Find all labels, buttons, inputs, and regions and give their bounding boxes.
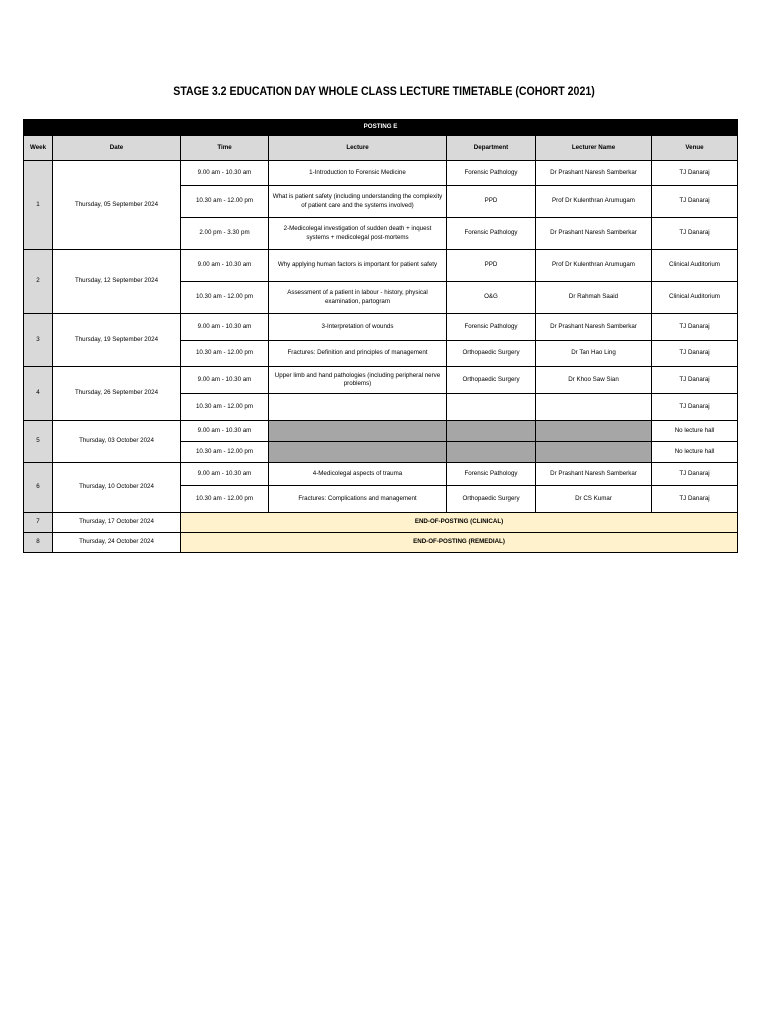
date-cell: Thursday, 05 September 2024 — [53, 161, 181, 250]
venue-cell: No lecture hall — [652, 421, 738, 442]
lecturer-cell: Dr Tan Hao Ling — [536, 341, 652, 367]
week-cell: 2 — [24, 250, 53, 314]
lecture-cell — [269, 421, 447, 442]
lecturer-cell: Dr Rahmah Saaid — [536, 282, 652, 314]
table-row — [24, 314, 738, 341]
header-date: Date — [53, 136, 181, 161]
lecture-cell — [269, 442, 447, 463]
lecture-cell — [269, 394, 447, 421]
time-cell: 9.00 am - 10.30 am — [181, 463, 269, 486]
department-cell: PPD — [447, 250, 536, 282]
end-of-posting-label: END-OF-POSTING (REMEDIAL) — [181, 533, 738, 553]
department-cell: Forensic Pathology — [447, 161, 536, 186]
time-cell: 10.30 am - 12.00 pm — [181, 442, 269, 463]
venue-cell: No lecture hall — [652, 442, 738, 463]
end-of-posting-row — [24, 513, 738, 533]
page-title: STAGE 3.2 EDUCATION DAY WHOLE CLASS LECTURE TIMETABLE (COHORT 2021) — [173, 86, 595, 98]
lecture-cell: Why applying human factors is important for patient safety — [269, 250, 447, 282]
date-cell: Thursday, 10 October 2024 — [53, 463, 181, 513]
date-cell: Thursday, 03 October 2024 — [53, 421, 181, 463]
time-cell: 10.30 am - 12.00 pm — [181, 394, 269, 421]
week-cell: 8 — [24, 533, 53, 553]
lecture-cell: Upper limb and hand pathologies (including peripheral nerve problems) — [269, 367, 447, 394]
date-cell: Thursday, 26 September 2024 — [53, 367, 181, 421]
venue-cell: TJ Danaraj — [652, 186, 738, 218]
date-cell: Thursday, 19 September 2024 — [53, 314, 181, 367]
department-cell: Forensic Pathology — [447, 314, 536, 341]
venue-cell: TJ Danaraj — [652, 394, 738, 421]
lecturer-cell: Dr Prashant Naresh Samberkar — [536, 463, 652, 486]
table-row — [24, 250, 738, 282]
lecture-cell: 3-Interpretation of wounds — [269, 314, 447, 341]
department-cell: O&G — [447, 282, 536, 314]
time-cell: 10.30 am - 12.00 pm — [181, 282, 269, 314]
header-week: Week — [24, 136, 53, 161]
header-lecturer: Lecturer Name — [536, 136, 652, 161]
venue-cell: TJ Danaraj — [652, 161, 738, 186]
venue-cell: TJ Danaraj — [652, 314, 738, 341]
department-cell — [447, 394, 536, 421]
venue-cell: TJ Danaraj — [652, 486, 738, 513]
week-cell: 7 — [24, 513, 53, 533]
department-cell: Forensic Pathology — [447, 463, 536, 486]
time-cell: 9.00 am - 10.30 am — [181, 421, 269, 442]
header-department: Department — [447, 136, 536, 161]
lecturer-cell — [536, 394, 652, 421]
time-cell: 9.00 am - 10.30 am — [181, 314, 269, 341]
department-cell: Orthopaedic Surgery — [447, 367, 536, 394]
lecture-cell: Assessment of a patient in labour - history, physical examination, partogram — [269, 282, 447, 314]
date-cell: Thursday, 12 September 2024 — [53, 250, 181, 314]
lecturer-cell: Dr CS Kumar — [536, 486, 652, 513]
time-cell: 10.30 am - 12.00 pm — [181, 186, 269, 218]
posting-banner: POSTING E — [24, 120, 738, 136]
department-cell — [447, 442, 536, 463]
venue-cell: Clinical Auditorium — [652, 250, 738, 282]
week-cell: 3 — [24, 314, 53, 367]
table-row — [24, 421, 738, 442]
lecturer-cell: Dr Prashant Naresh Samberkar — [536, 218, 652, 250]
lecture-cell: Fractures: Definition and principles of management — [269, 341, 447, 367]
lecture-cell: 2-Medicolegal investigation of sudden death + inquest systems + medicolegal post-mortems — [269, 218, 447, 250]
end-of-posting-label: END-OF-POSTING (CLINICAL) — [181, 513, 738, 533]
time-cell: 9.00 am - 10.30 am — [181, 161, 269, 186]
lecturer-cell: Prof Dr Kulenthran Arumugam — [536, 250, 652, 282]
week-cell: 1 — [24, 161, 53, 250]
lecturer-cell — [536, 442, 652, 463]
lecturer-cell: Dr Prashant Naresh Samberkar — [536, 161, 652, 186]
department-cell: PPD — [447, 186, 536, 218]
lecturer-cell: Dr Prashant Naresh Samberkar — [536, 314, 652, 341]
department-cell: Orthopaedic Surgery — [447, 486, 536, 513]
week-cell: 6 — [24, 463, 53, 513]
department-cell: Orthopaedic Surgery — [447, 341, 536, 367]
table-row — [24, 463, 738, 486]
table-row — [24, 367, 738, 394]
date-cell: Thursday, 17 October 2024 — [53, 513, 181, 533]
venue-cell: TJ Danaraj — [652, 463, 738, 486]
time-cell: 9.00 am - 10.30 am — [181, 250, 269, 282]
lecture-cell: 1-Introduction to Forensic Medicine — [269, 161, 447, 186]
venue-cell: TJ Danaraj — [652, 218, 738, 250]
time-cell: 9.00 am - 10.30 am — [181, 367, 269, 394]
lecturer-cell — [536, 421, 652, 442]
lecture-timetable — [23, 119, 738, 553]
venue-cell: TJ Danaraj — [652, 367, 738, 394]
lecturer-cell: Dr Khoo Saw Sian — [536, 367, 652, 394]
header-time: Time — [181, 136, 269, 161]
time-cell: 10.30 am - 12.00 pm — [181, 486, 269, 513]
lecture-cell: 4-Medicolegal aspects of trauma — [269, 463, 447, 486]
week-cell: 5 — [24, 421, 53, 463]
week-cell: 4 — [24, 367, 53, 421]
time-cell: 2.00 pm - 3.30 pm — [181, 218, 269, 250]
header-venue: Venue — [652, 136, 738, 161]
lecturer-cell: Prof Dr Kulenthran Arumugam — [536, 186, 652, 218]
table-row — [24, 161, 738, 186]
venue-cell: TJ Danaraj — [652, 341, 738, 367]
lecture-cell: Fractures: Complications and management — [269, 486, 447, 513]
end-of-posting-row — [24, 533, 738, 553]
header-row — [24, 136, 738, 161]
department-cell — [447, 421, 536, 442]
venue-cell: Clinical Auditorium — [652, 282, 738, 314]
lecture-cell: What is patient safety (including understanding the complexity of patient care and the systems involved) — [269, 186, 447, 218]
header-lecture: Lecture — [269, 136, 447, 161]
date-cell: Thursday, 24 October 2024 — [53, 533, 181, 553]
time-cell: 10.30 am - 12.00 pm — [181, 341, 269, 367]
department-cell: Forensic Pathology — [447, 218, 536, 250]
